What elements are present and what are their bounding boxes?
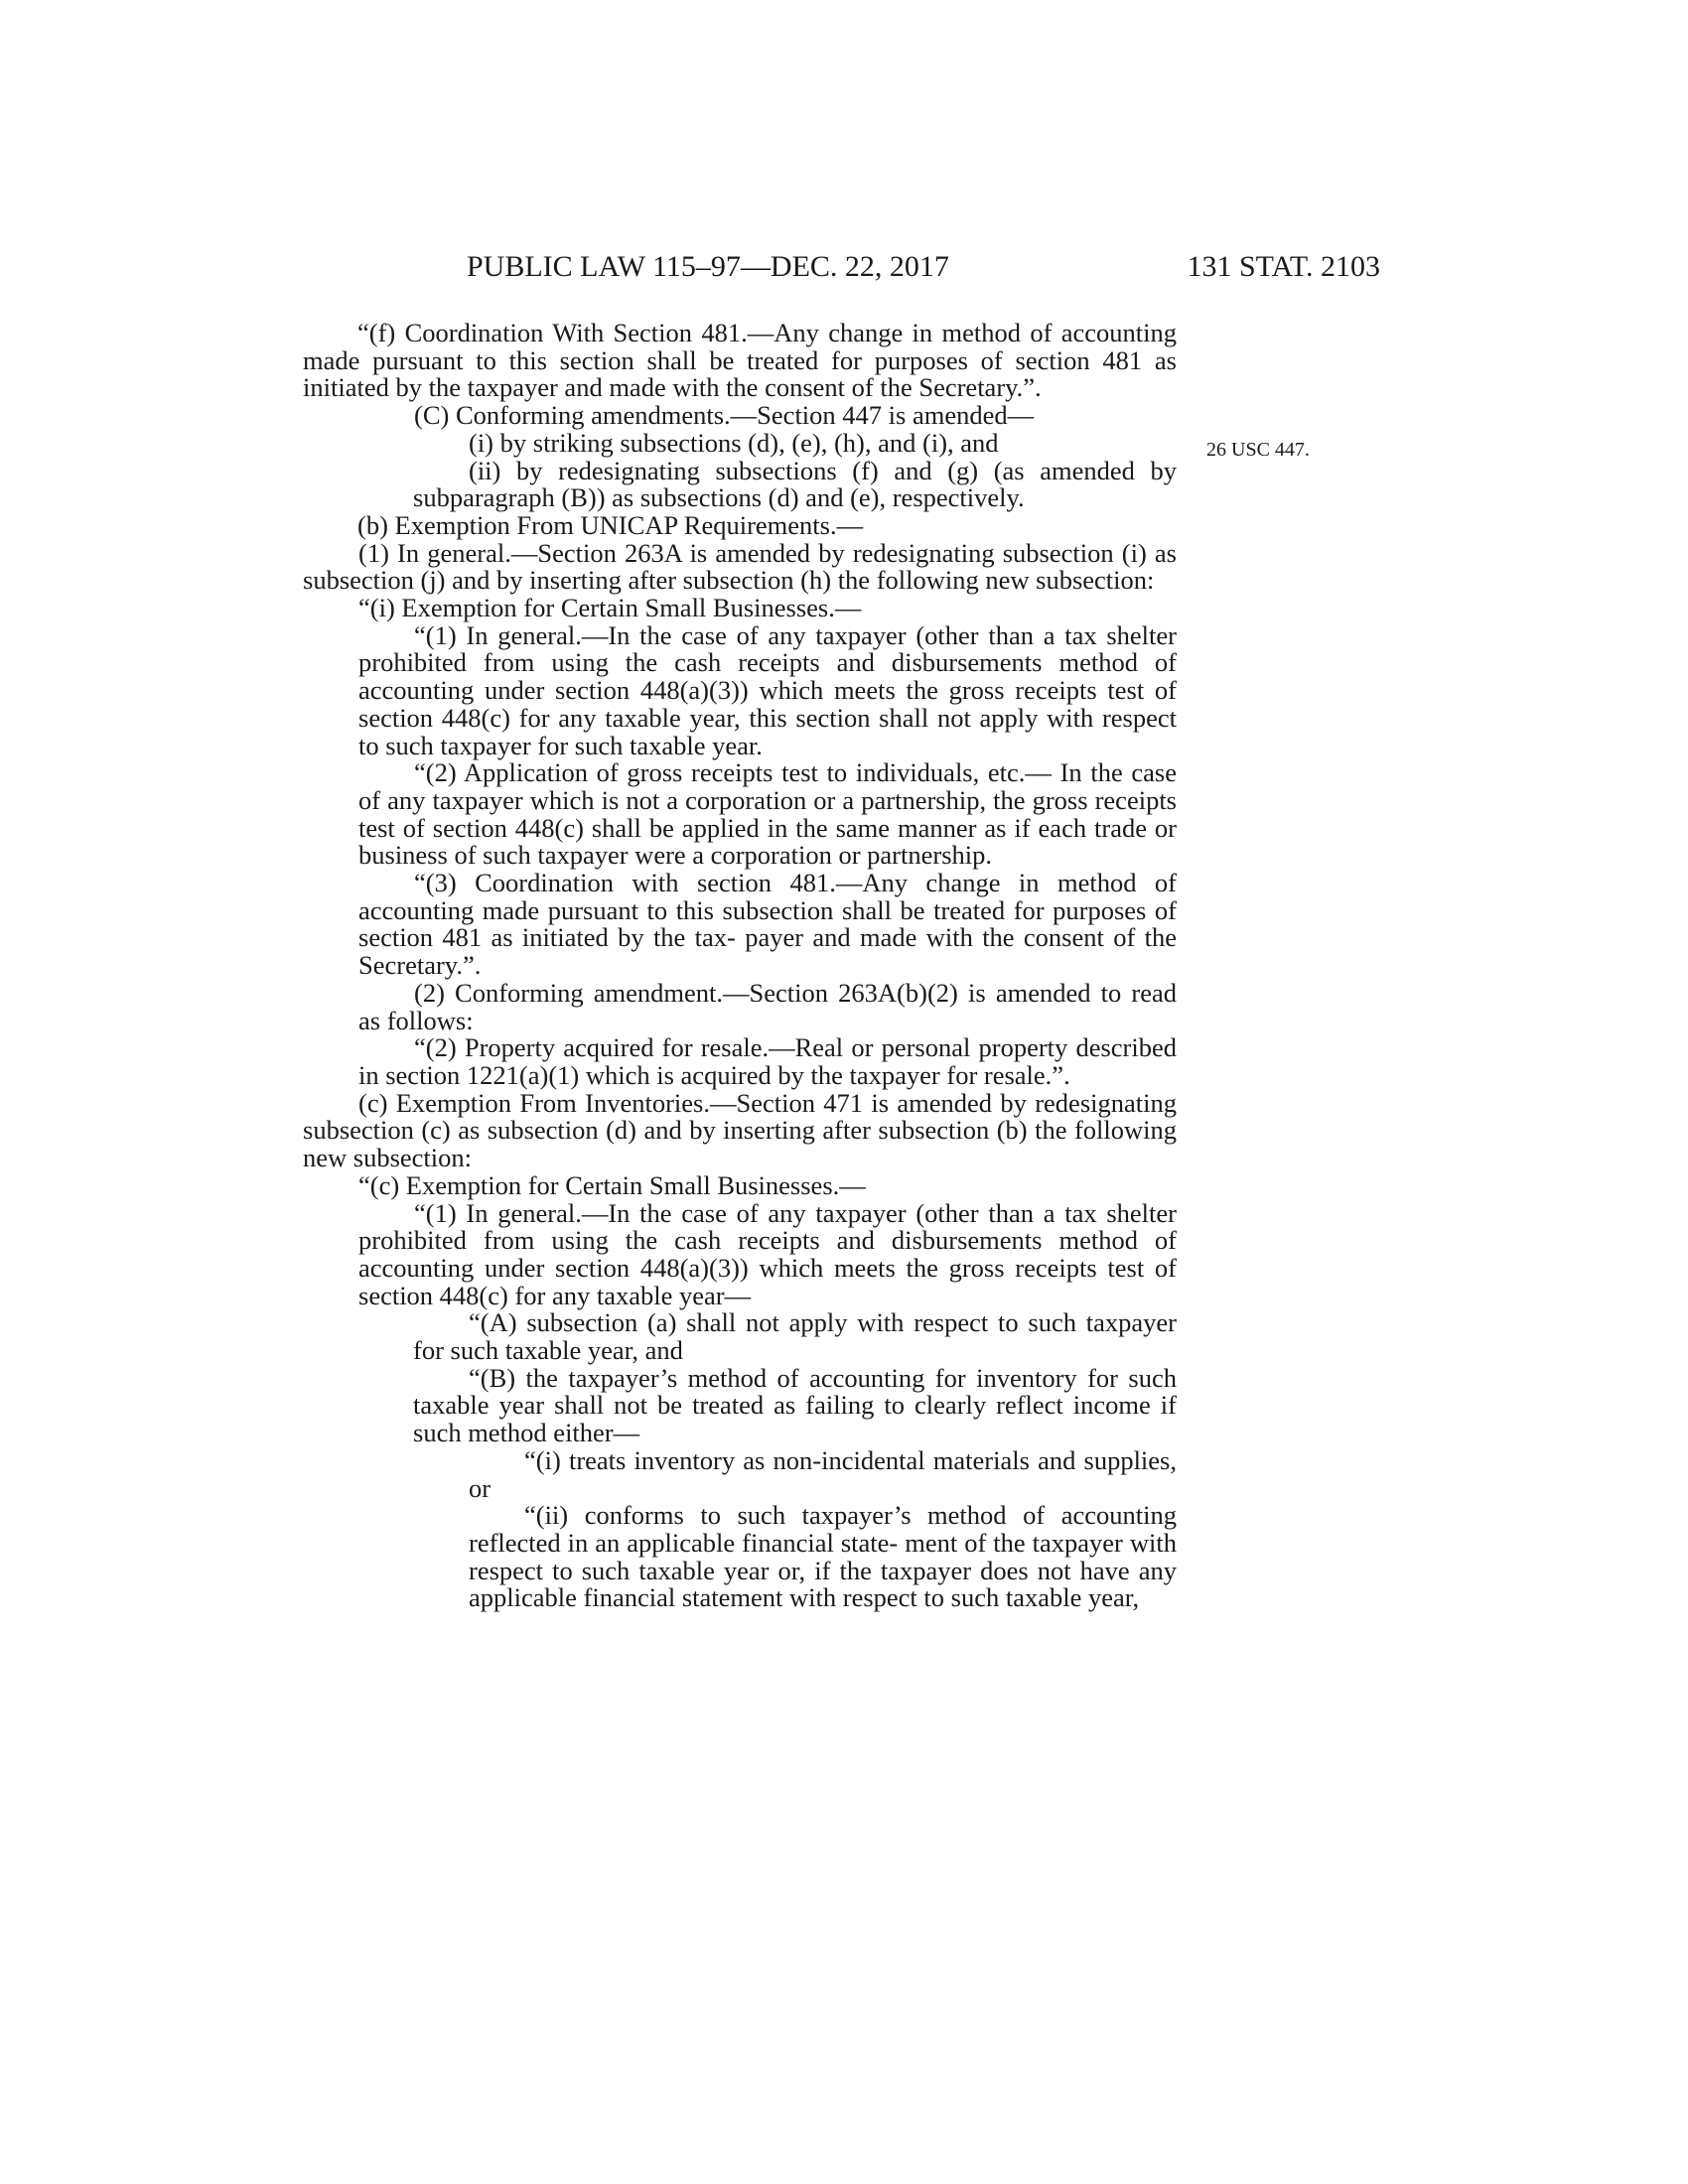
quoted-clause-ii: “(ii) conforms to such taxpayer’s method of accounting reflected in an applicable financial state- ment of the taxpayer with respect to such taxable year or, if the taxpayer does not have any applicable financial statement with respect to such taxable year, [469,1500,1177,1613]
paragraph-2-conforming: (2) Conforming amendment.—Section 263A(b)(2) is amended to read as follows: [358,977,1177,1035]
quoted-paragraph-2: “(2) Application of gross receipts test to individuals, etc.— In the case of any taxpayer which is not a corporation or a partnership, the gross receipts test of section 448(c) shall be applied in the same manner as if each trade or business of such taxpayer were a corporation or partnership. [358,757,1177,871]
clause-i-striking: (i) by striking subsections (d), (e), (h), and (i), and [469,427,999,458]
paragraph-f-coordination: “(f) Coordination With Section 481.—Any change in method of accounting made pursuant to this section shall be treated for purposes of section 481 as initiated by the taxpayer and made with the consent of the Secretary.”. [303,318,1177,403]
quoted-clause-i: “(i) treats inventory as non-incidental materials and supplies, or [469,1444,1177,1503]
running-title: PUBLIC LAW 115–97—DEC. 22, 2017 [467,250,949,283]
subsection-b-heading: (b) Exemption From UNICAP Requirements.— [357,509,864,540]
quoted-paragraph-2-property: “(2) Property acquired for resale.—Real or personal property described in section 1221(a)(1) which is acquired by the taxpayer for resale.”. [358,1032,1177,1090]
paragraph-1-in-general: (1) In general.—Section 263A is amended by redesignating subsection (i) as subsection (j) and by inserting after subsection (h) the following new subsection: [303,537,1177,596]
statute-page-number: 131 STAT. 2103 [1187,250,1380,283]
paragraph-C-conforming: (C) Conforming amendments.—Section 447 is amended— [414,400,1035,431]
margin-citation: 26 USC 447. [1206,439,1310,461]
quoted-subsection-c-heading: “(c) Exemption for Certain Small Businesses.— [358,1169,866,1200]
quoted-subsection-i-heading: “(i) Exemption for Certain Small Businesses.— [358,593,862,623]
quoted-paragraph-1: “(1) In general.—In the case of any taxpayer (other than a tax shelter prohibited from using the cash receipts and disbursements method of accounting under section 448(a)(3)) which meets the gross receipts test of section 448(c) for any taxable year, this section shall not apply with respect to such taxpayer for such taxable year. [358,619,1177,760]
page-header [298,250,1380,290]
subsection-c-heading: (c) Exemption From Inventories.—Section 471 is amended by redesignating subsection (c) as subsection (d) and by inserting after subsection (b) the following new subsection: [303,1087,1177,1173]
quoted-c-paragraph-1: “(1) In general.—In the case of any taxpayer (other than a tax shelter prohibited from using the cash receipts and disbursements method of accounting under section 448(a)(3)) which meets the gross receipts test of section 448(c) for any taxable year— [358,1197,1177,1310]
document-body [303,320,1177,1612]
clause-ii-redesignating: (ii) by redesignating subsections (f) and (g) (as amended by subparagraph (B)) as subsections (d) and (e), respectively. [413,455,1177,513]
quoted-subparagraph-B: “(B) the taxpayer’s method of accounting for inventory for such taxable year shall not be treated as failing to clearly reflect income if such method either— [413,1362,1177,1448]
quoted-subparagraph-A: “(A) subsection (a) shall not apply with respect to such taxpayer for such taxable year, and [413,1307,1177,1366]
quoted-paragraph-3: “(3) Coordination with section 481.—Any change in method of accounting made pursuant to this subsection shall be treated for purposes of section 481 as initiated by the tax- payer and made with the consent of the Secretary.”. [358,868,1177,981]
